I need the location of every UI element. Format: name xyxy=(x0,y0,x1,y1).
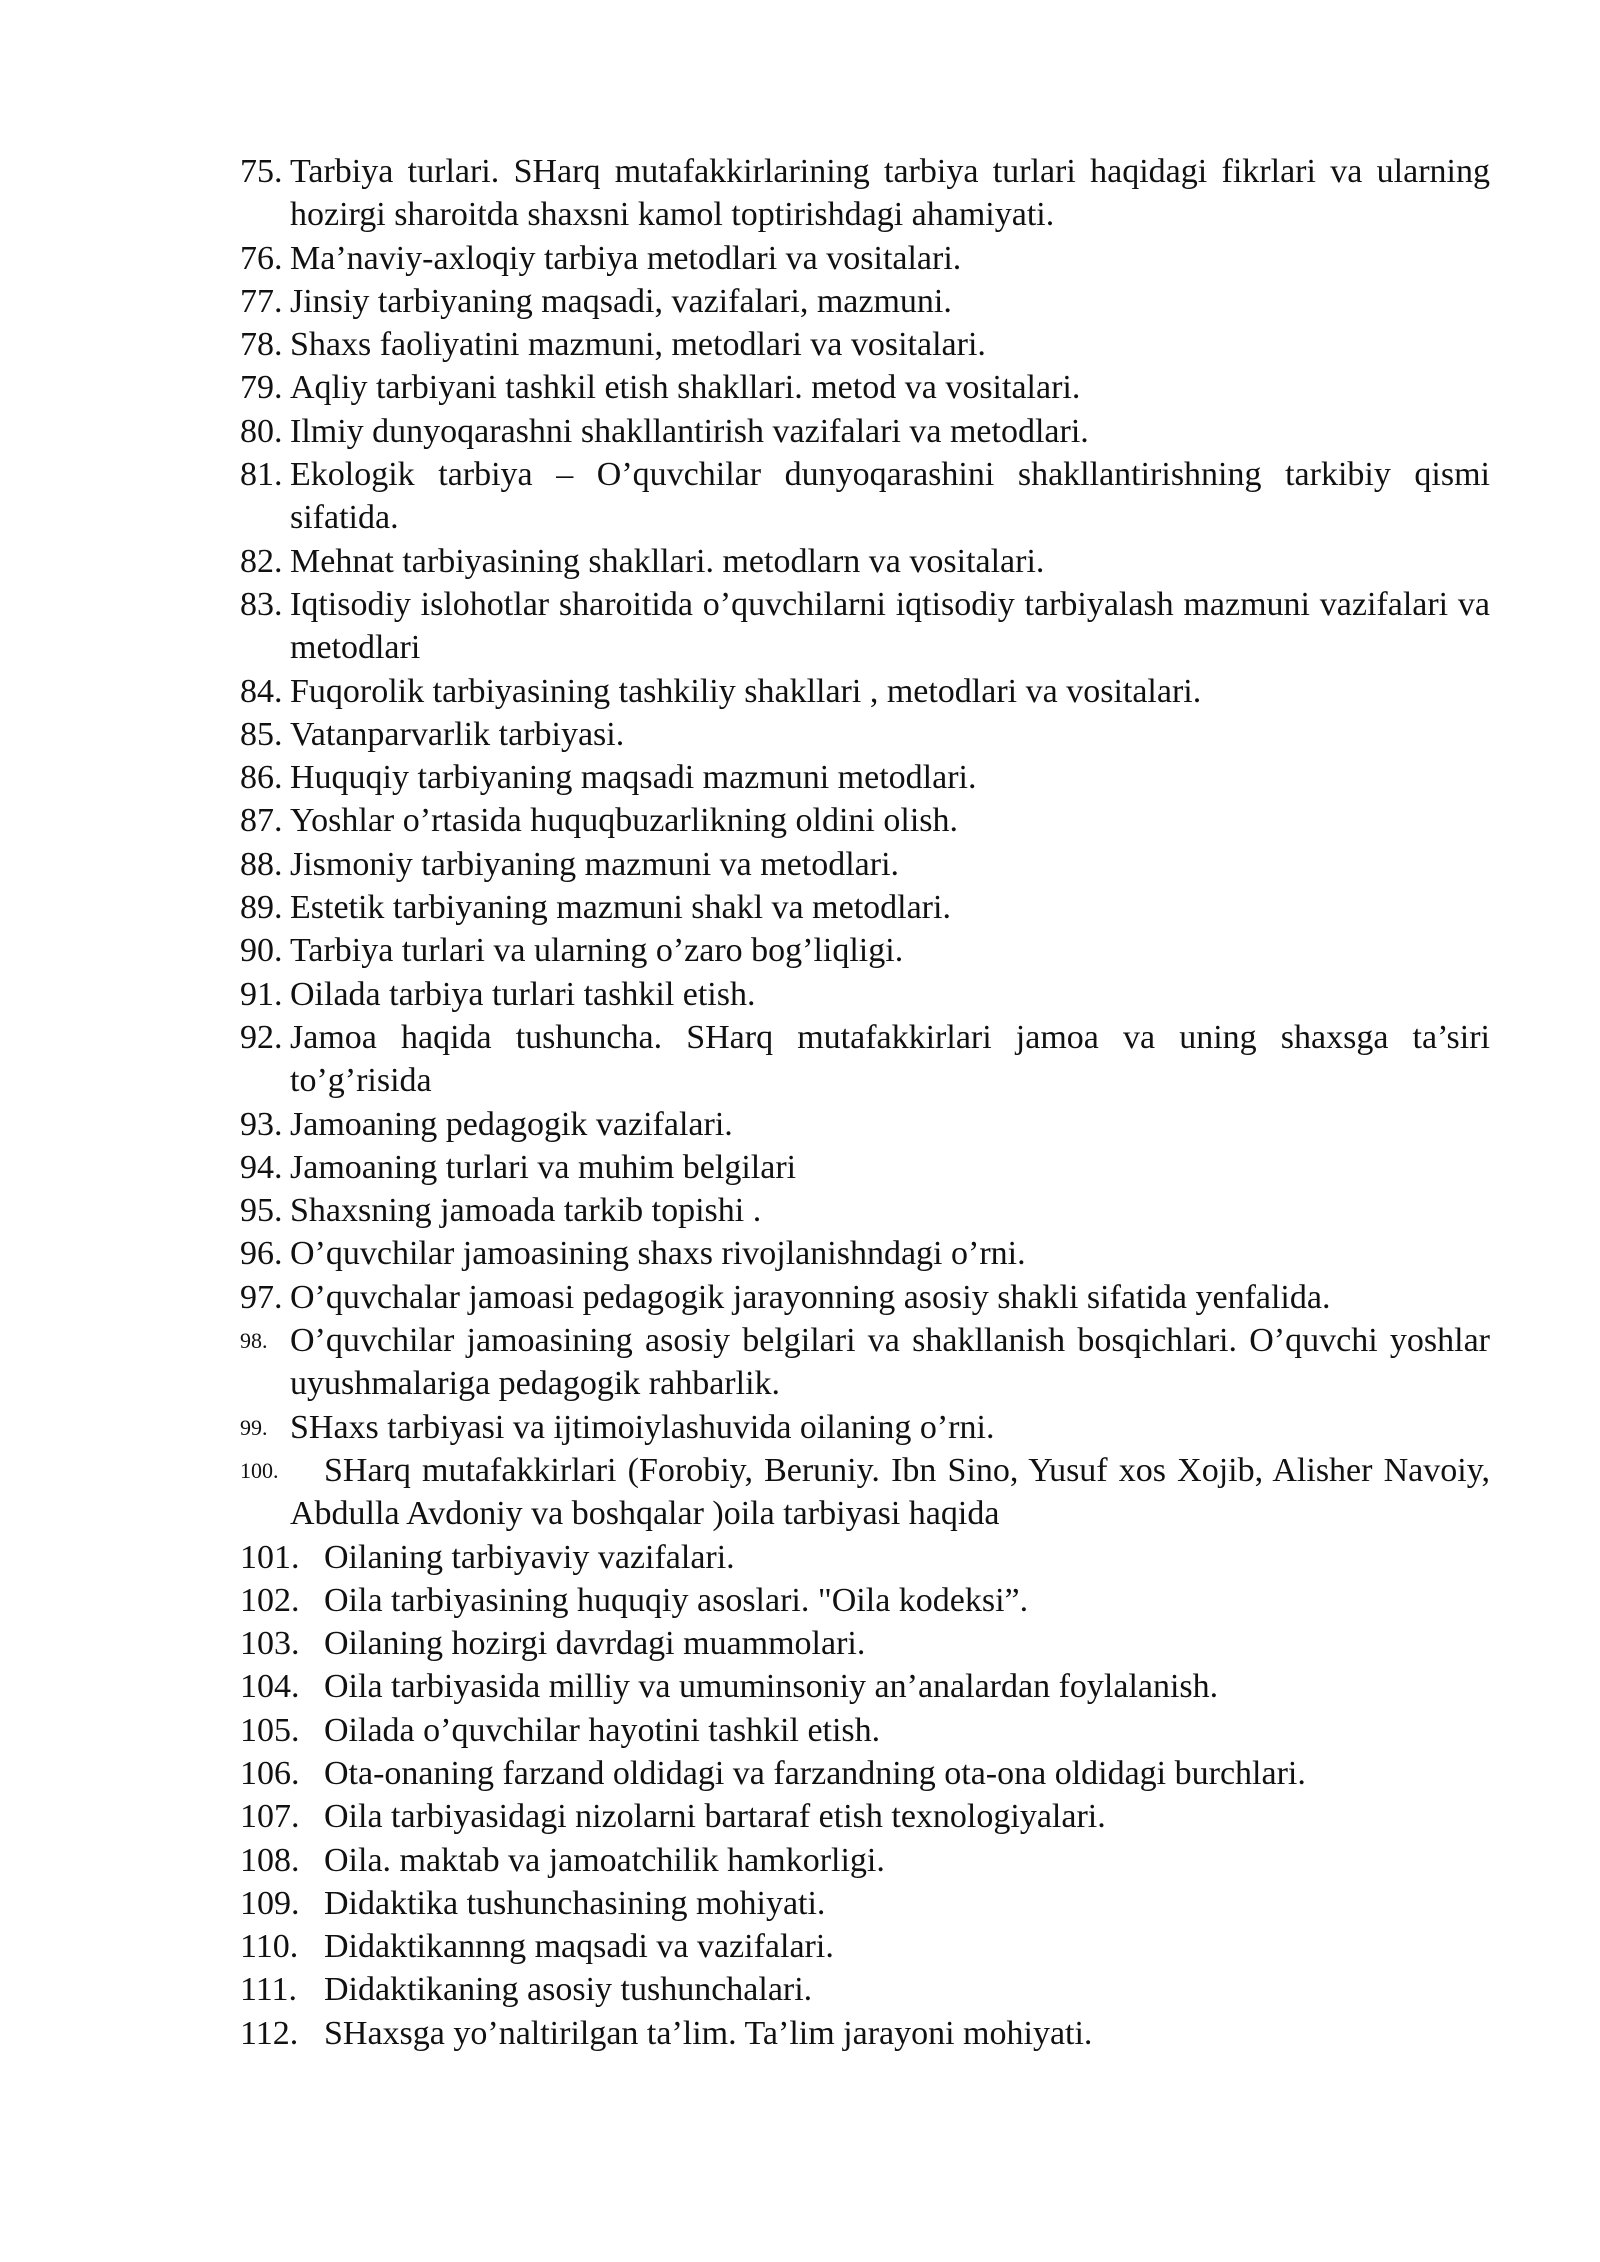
item-number: 84. xyxy=(240,672,283,710)
list-item xyxy=(240,1839,1490,1882)
item-text: Oila tarbiyasida milliy va umuminsoniy an’analardan foylalanish. xyxy=(324,1668,1219,1706)
list-item xyxy=(240,237,1490,280)
item-text: Jismoniy tarbiyaning mazmuni va metodlari. xyxy=(290,845,900,883)
item-number: 91. xyxy=(240,975,283,1013)
item-number: 109. xyxy=(240,1884,300,1922)
item-text: Estetik tarbiyaning mazmuni shakl va metodlari. xyxy=(290,889,951,927)
item-text: Vatanparvarlik tarbiyasi. xyxy=(290,715,625,753)
item-number: 108. xyxy=(240,1841,300,1879)
item-text: Tarbiya turlari. SHarq mutafakkirlarining tarbiya turlari haqidagi fikrlari va ularning hozirgi sharoitda shaxsni kamol toptirishdagi ahamiyati. xyxy=(290,153,1490,234)
item-number: 97. xyxy=(240,1278,283,1316)
list-item xyxy=(240,973,1490,1016)
list-item xyxy=(240,799,1490,842)
item-text: SHaxs tarbiyasi va ijtimoiylashuvida oilaning o’rni. xyxy=(290,1408,995,1446)
item-number: 78. xyxy=(240,326,283,364)
item-number: 83. xyxy=(240,585,283,623)
item-number: 106. xyxy=(240,1754,300,1792)
item-text: Didaktika tushunchasining mohiyati. xyxy=(324,1884,826,1922)
item-number: 107. xyxy=(240,1798,300,1836)
item-text: Oilada o’quvchilar hayotini tashkil etish. xyxy=(324,1711,881,1749)
list-item xyxy=(240,453,1490,540)
item-number: 103. xyxy=(240,1625,300,1663)
item-number: 75. xyxy=(240,153,283,190)
item-text: Fuqorolik tarbiyasining tashkiliy shakllari , metodlari va vositalari. xyxy=(290,672,1202,710)
list-item xyxy=(240,1709,1490,1752)
item-number: 76. xyxy=(240,239,283,277)
item-text: Mehnat tarbiyasining shakllari. metodlarn va vositalari. xyxy=(290,542,1045,580)
item-number: 96. xyxy=(240,1235,283,1273)
item-number: 111. xyxy=(240,1971,297,2009)
item-text: SHaxsga yo’naltirilgan ta’lim. Ta’lim jarayoni mohiyati. xyxy=(324,2014,1093,2052)
item-text: Yoshlar o’rtasida huquqbuzarlikning oldini olish. xyxy=(290,802,958,840)
item-number: 112. xyxy=(240,2014,299,2052)
list-item xyxy=(240,540,1490,583)
list-item xyxy=(240,323,1490,366)
item-number: 101. xyxy=(240,1538,300,1576)
item-text: Didaktikaning asosiy tushunchalari. xyxy=(324,1971,813,2009)
item-text: Jamoaning turlari va muhim belgilari xyxy=(290,1148,797,1186)
item-text: Shaxs faoliyatini mazmuni, metodlari va vositalari. xyxy=(290,326,986,364)
list-item xyxy=(240,1665,1490,1708)
list-item xyxy=(240,150,1490,237)
item-text: SHarq mutafakkirlari (Forobiy, Beruniy. Ibn Sino, Yusuf xos Xojib, Alisher Navoiy, Abdulla Avdoniy va boshqalar )oila tarbiyasi haqida xyxy=(290,1451,1490,1533)
item-number: 86. xyxy=(240,759,283,797)
list-item xyxy=(240,1925,1490,1968)
item-text: Oila. maktab va jamoatchilik hamkorligi. xyxy=(324,1841,885,1879)
item-text: Huquqiy tarbiyaning maqsadi mazmuni metodlari. xyxy=(290,759,977,797)
item-text: Jamoa haqida tushuncha. SHarq mutafakkirlari jamoa va uning shaxsga ta’siri to’g’risida xyxy=(290,1018,1490,1100)
list-item xyxy=(240,1536,1490,1579)
list-item xyxy=(240,280,1490,323)
list-item xyxy=(240,1406,1490,1449)
list-item xyxy=(240,1146,1490,1189)
item-number: 87. xyxy=(240,802,283,840)
list-item xyxy=(240,366,1490,409)
item-text: Ekologik tarbiya – O’quvchilar dunyoqarashini shakllantirishning tarkibiy qismi sifatida. xyxy=(290,456,1490,537)
item-number: 88. xyxy=(240,845,283,883)
list-item xyxy=(240,2012,1490,2055)
list-item xyxy=(240,1579,1490,1622)
list-item xyxy=(240,1622,1490,1665)
item-text: O’quvchilar jamoasining asosiy belgilari va shakllanish bosqichlari. O’quvchi yoshlar uyushmalariga pedagogik rahbarlik. xyxy=(290,1322,1490,1403)
item-number: 93. xyxy=(240,1105,283,1143)
item-number: 82. xyxy=(240,542,283,580)
item-number: 77. xyxy=(240,282,283,320)
list-item xyxy=(240,929,1490,972)
list-item xyxy=(240,843,1490,886)
item-number: 92. xyxy=(240,1018,283,1056)
list-item xyxy=(240,1795,1490,1838)
item-text: Ota-onaning farzand oldidagi va farzandning ota-ona oldidagi burchlari. xyxy=(324,1754,1306,1792)
question-list xyxy=(240,150,1490,2055)
item-number: 90. xyxy=(240,932,283,970)
item-number: 104. xyxy=(240,1668,300,1706)
item-text: Jinsiy tarbiyaning maqsadi, vazifalari, mazmuni. xyxy=(290,282,952,320)
list-item xyxy=(240,756,1490,799)
item-text: Iqtisodiy islohotlar sharoitida o’quvchilarni iqtisodiy tarbiyalash mazmuni vazifalari va metodlari xyxy=(290,585,1490,667)
item-number: 110. xyxy=(240,1928,299,1966)
item-text: Ma’naviy-axloqiy tarbiya metodlari va vositalari. xyxy=(290,239,962,277)
item-number: 85. xyxy=(240,715,283,753)
item-text: Oilada tarbiya turlari tashkil etish. xyxy=(290,975,756,1013)
item-number: 79. xyxy=(240,369,283,407)
list-item xyxy=(240,670,1490,713)
list-item xyxy=(240,1276,1490,1319)
list-item xyxy=(240,1189,1490,1232)
item-number: 94. xyxy=(240,1148,283,1186)
item-text: Oilaning tarbiyaviy vazifalari. xyxy=(324,1538,735,1576)
list-item xyxy=(240,1103,1490,1146)
list-item xyxy=(240,713,1490,756)
item-number: 81. xyxy=(240,456,283,494)
list-item xyxy=(240,1968,1490,2011)
item-text: Oila tarbiyasidagi nizolarni bartaraf etish texnologiyalari. xyxy=(324,1798,1106,1836)
item-text: Ilmiy dunyoqarashni shakllantirish vazifalari va metodlari. xyxy=(290,412,1089,450)
item-text: Didaktikannng maqsadi va vazifalari. xyxy=(324,1928,834,1966)
list-item xyxy=(240,886,1490,929)
item-number: 99. xyxy=(240,1414,268,1440)
item-text: O’quvchalar jamoasi pedagogik jarayonning asosiy shakli sifatida yenfalida. xyxy=(290,1278,1331,1316)
item-number: 102. xyxy=(240,1581,300,1619)
item-text: Tarbiya turlari va ularning o’zaro bog’liqligi. xyxy=(290,932,904,970)
item-number: 105. xyxy=(240,1711,300,1749)
item-number: 98. xyxy=(240,1328,268,1354)
list-item xyxy=(240,1752,1490,1795)
item-text: Oilaning hozirgi davrdagi muammolari. xyxy=(324,1625,866,1663)
item-number: 89. xyxy=(240,889,283,927)
item-text: Jamoaning pedagogik vazifalari. xyxy=(290,1105,733,1143)
list-item xyxy=(240,1449,1490,1536)
item-text: O’quvchilar jamoasining shaxs rivojlanishndagi o’rni. xyxy=(290,1235,1026,1273)
item-text: Shaxsning jamoada tarkib topishi . xyxy=(290,1192,762,1230)
item-number: 95. xyxy=(240,1192,283,1230)
list-item xyxy=(240,1882,1490,1925)
list-item xyxy=(240,1319,1490,1406)
list-item xyxy=(240,1232,1490,1275)
item-number: 100. xyxy=(240,1457,279,1483)
list-item xyxy=(240,583,1490,670)
list-item xyxy=(240,410,1490,453)
list-item xyxy=(240,1016,1490,1103)
item-text: Oila tarbiyasining huquqiy asoslari. "Oila kodeksi”. xyxy=(324,1581,1029,1619)
item-number: 80. xyxy=(240,412,283,450)
item-text: Aqliy tarbiyani tashkil etish shakllari. metod va vositalari. xyxy=(290,369,1081,407)
